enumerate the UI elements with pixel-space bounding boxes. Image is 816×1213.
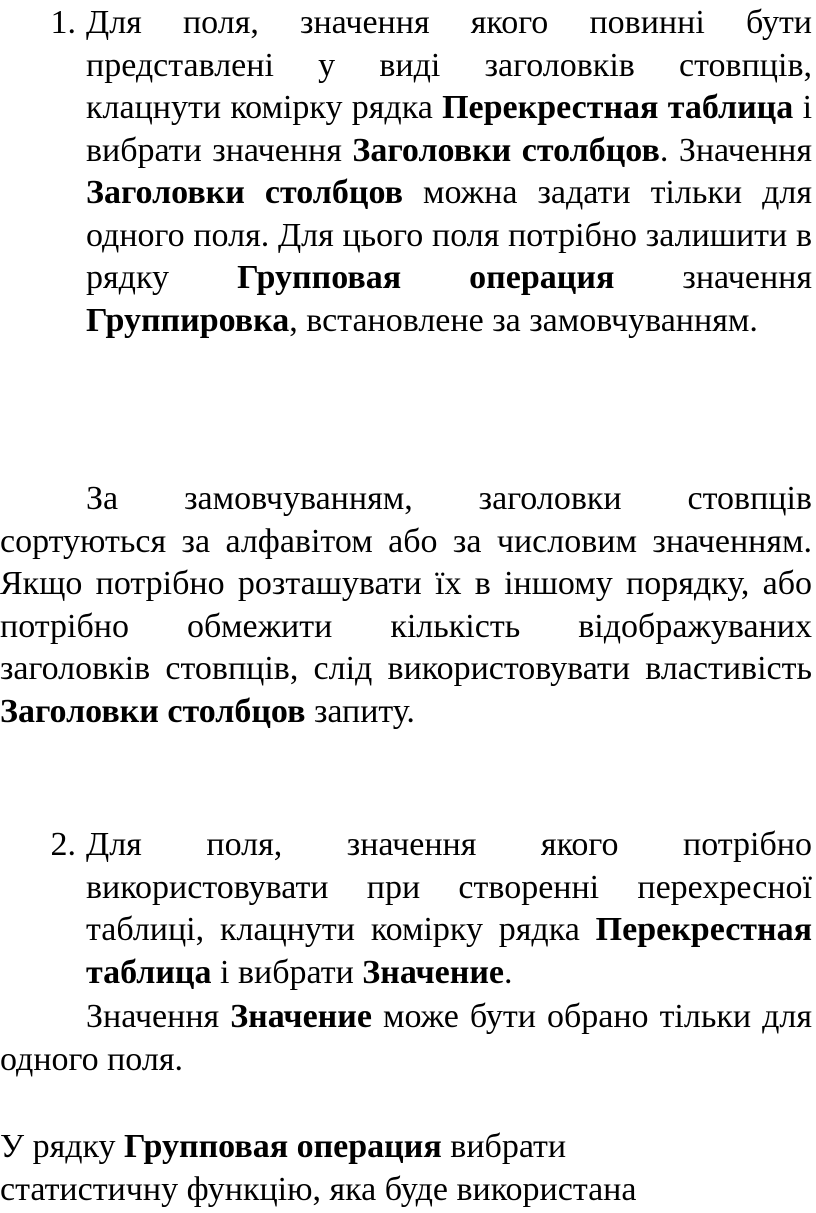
list-number-1: 1. <box>50 4 76 41</box>
text-run: , встановлене за замовчуванням. <box>289 301 758 339</box>
text-run: . <box>504 953 513 991</box>
list-item-1 <box>86 2 812 342</box>
text-run: можна задати тільки для одного поля. Для цього поля потрібно залишити в рядку <box>86 174 812 296</box>
list-item-2 <box>86 824 812 994</box>
bold-term: Перекрестная таблица <box>86 911 812 991</box>
bold-term: Групповая операция <box>124 1128 442 1165</box>
text-run: значення <box>614 259 812 296</box>
bold-term: Значение <box>362 953 505 991</box>
bold-term: Значение <box>230 998 372 1035</box>
bold-term: Групповая операция <box>237 259 615 296</box>
paragraph-value-note <box>0 996 812 1081</box>
list-number-2: 2. <box>50 826 76 863</box>
text-run: За замовчуванням, заголовки стовпців сортуються за алфавітом або за числовим значенням. Якщо потрібно розташувати їх в іншому порядку, або потрібно обмежити кількість відображуваних заголовків стовпців, слід використовувати властивість <box>0 480 812 687</box>
text-run: може бути обрано тільки для одного поля. <box>0 998 813 1078</box>
paragraph-group-operation <box>0 1126 720 1211</box>
text-run: Значення <box>86 998 231 1035</box>
bold-term: Заголовки столбцов <box>0 692 306 730</box>
text-run: запиту. <box>305 692 415 730</box>
text-run: вибрати статистичну функцію, яка буде використана <box>0 1128 637 1208</box>
bold-term: Заголовки столбцов <box>86 174 403 211</box>
bold-term: Заголовки столбцов <box>352 131 660 169</box>
text-run: і вибрати <box>211 953 363 991</box>
bold-term: Группировка <box>86 301 290 339</box>
bold-term: Перекрестная таблица <box>442 89 794 126</box>
text-run: і вибрати значення <box>86 89 813 169</box>
text-run: Для поля, значення якого повинні бути представлені у виді заголовків стовпців, клацнути комірку рядка <box>86 4 812 126</box>
paragraph-sorting <box>0 478 812 733</box>
text-run: У рядку <box>0 1128 125 1165</box>
text-run: . Значення <box>659 131 813 169</box>
text-run: Для поля, значення якого потрібно використовувати при створенні перехресної таблиці, клацнути комірку рядка <box>86 826 812 948</box>
